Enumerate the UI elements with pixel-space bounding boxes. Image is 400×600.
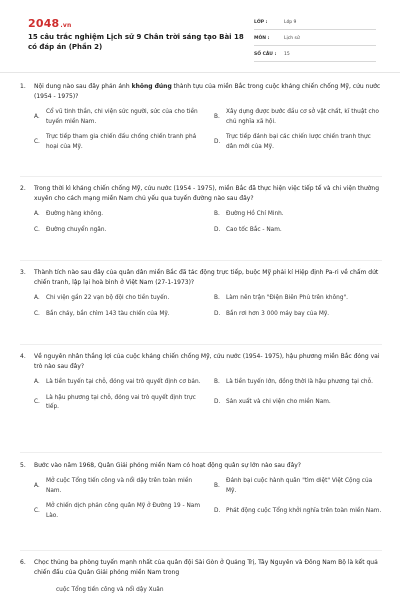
- option-b[interactable]: [214, 294, 382, 304]
- option-letter: D.: [214, 310, 221, 317]
- option-d[interactable]: [214, 133, 382, 152]
- question-6: [20, 558, 382, 596]
- question-divider: [20, 176, 382, 177]
- header-divider: [0, 72, 400, 73]
- header: [0, 0, 400, 72]
- stem-text: thành tựu của miền Bắc trong cuộc kháng chiến chống Mỹ, cứu nước (1954 - 1975)?: [34, 83, 381, 100]
- option-text: Là tiền tuyến lớn, đồng thời là hậu phương tại chỗ.: [226, 379, 373, 385]
- option-text: Sản xuất và chi viện cho miền Nam.: [226, 399, 331, 406]
- option-c[interactable]: [34, 133, 202, 152]
- meta-label: MÔN :: [254, 36, 270, 41]
- option-letter: C.: [34, 226, 40, 233]
- question-text: Trong thời kì kháng chiến chống Mỹ, cứu nước (1954 - 1975), miền Bắc đã thực hiện việc tiếp tế và chi viện thường xuyên cho cách mạng miền Nam chủ yếu qua tuyến đường nào sau đây?: [34, 185, 380, 202]
- option-letter: C.: [34, 138, 40, 145]
- question-number: 4.: [20, 353, 26, 360]
- option-letter: A.: [34, 295, 40, 301]
- question-number: 5.: [20, 462, 26, 469]
- option-a[interactable]: [34, 108, 202, 127]
- option-text: Đánh bại cuộc hành quân "tìm diệt" Việt Cộng của Mỹ.: [226, 478, 373, 494]
- question-3: [20, 268, 382, 319]
- question-number: 1.: [20, 83, 26, 90]
- options: [34, 108, 382, 152]
- document-title: 15 câu trắc nghiệm Lịch sử 9 Chân trời sáng tạo Bài 18 có đáp án (Phần 2): [28, 33, 244, 51]
- question-divider: [20, 260, 382, 261]
- meta-value: Lớp 9: [284, 20, 297, 25]
- question-stem: [20, 268, 382, 288]
- option-text: Trực tiếp tham gia chiến đấu chống chiến tranh phá hoại của Mỹ.: [46, 134, 197, 150]
- option-b[interactable]: [214, 108, 382, 127]
- option-text: cuộc Tổng tiến công và nổi dậy Xuân: [56, 587, 164, 593]
- option-text: Mở cuộc Tổng tiến công và nổi dậy trên toàn miền Nam.: [46, 478, 193, 494]
- option-text: Làm nên trận "Điện Biên Phủ trên không".: [226, 295, 349, 301]
- question-number: 6.: [20, 559, 26, 566]
- question-stem: [20, 184, 382, 204]
- logo-main: 2048: [28, 17, 60, 30]
- option-b[interactable]: [214, 210, 382, 220]
- option-c[interactable]: [34, 502, 202, 521]
- option-letter: B.: [214, 113, 220, 120]
- option-letter: D.: [214, 399, 221, 406]
- question-number: 3.: [20, 269, 26, 276]
- meta-box: [254, 16, 376, 64]
- option-letter: C.: [34, 507, 40, 514]
- meta-value: Lịch sử: [284, 36, 300, 41]
- option-letter: D.: [214, 226, 221, 233]
- meta-label: SỐ CÂU :: [254, 52, 277, 57]
- meta-row-count: [254, 48, 376, 62]
- site-logo[interactable]: [28, 17, 71, 30]
- meta-row-subject: [254, 32, 376, 46]
- option-letter: B.: [214, 211, 220, 217]
- options: [34, 378, 382, 413]
- option-letter: A.: [34, 482, 40, 489]
- option-c[interactable]: [34, 310, 202, 320]
- question-text: Thành tích nào sau đây của quân dân miền Bắc đã tác động trực tiếp, buộc Mỹ phải kí Hiệp định Pa-ri về chấm dứt chiến tranh, lập lại hoà bình ở Việt Nam (27-1-1973)?: [34, 269, 379, 286]
- option-text: Cổ vũ tinh thần, chi viện sức người, sức của cho tiền tuyến miền Nam.: [46, 109, 198, 125]
- option-letter: A.: [34, 113, 40, 120]
- option-text: Xây dựng được bước đầu cơ sở vật chất, kĩ thuật cho chủ nghĩa xã hội.: [226, 109, 379, 125]
- question-stem: [20, 461, 382, 471]
- option-text: Trực tiếp đánh bại các chiến lược chiến tranh thực dân mới của Mỹ.: [226, 134, 371, 150]
- option-text: Là hậu phương tại chỗ, đóng vai trò quyết định trực tiếp.: [46, 394, 196, 410]
- question-divider: [20, 550, 382, 551]
- meta-label: LỚP :: [254, 20, 268, 25]
- question-4: [20, 352, 382, 413]
- option-d[interactable]: [214, 502, 382, 521]
- question-stem: [20, 82, 382, 102]
- option-a[interactable]: [34, 477, 202, 496]
- question-divider: [20, 452, 382, 453]
- option-d[interactable]: [214, 394, 382, 413]
- option-text: Mở chiến dịch phản công quân Mỹ ở Đường 19 - Nam Lào.: [46, 503, 200, 519]
- option-letter: A.: [34, 379, 40, 385]
- stem-text: Nội dung nào sau đây phản ánh: [34, 83, 132, 90]
- question-2: [20, 184, 382, 235]
- option-letter: B.: [214, 379, 220, 385]
- option-b[interactable]: [214, 477, 382, 496]
- option-text: Phát động cuộc Tổng khởi nghĩa trên toàn miền Nam.: [226, 507, 382, 514]
- question-1: [20, 82, 382, 152]
- question-number: 2.: [20, 185, 26, 192]
- option-text: Đường hàng không.: [46, 211, 104, 217]
- option-text: Bắn rơi hơn 3 000 máy bay của Mỹ.: [226, 310, 330, 317]
- question-5: [20, 461, 382, 521]
- option-d[interactable]: [214, 226, 382, 236]
- option-b[interactable]: [214, 378, 382, 388]
- option-text: Đường Hồ Chí Minh.: [226, 211, 284, 217]
- question-text: Bước vào năm 1968, Quân Giải phóng miền Nam có hoạt động quân sự lớn nào sau đây?: [34, 462, 301, 469]
- option-text: Bắn cháy, bắn chìm 143 tàu chiến của Mỹ.: [46, 310, 170, 317]
- options: [34, 586, 382, 596]
- options: [34, 294, 382, 319]
- meta-row-class: [254, 16, 376, 30]
- option-a[interactable]: [34, 586, 202, 596]
- option-letter: D.: [214, 507, 221, 514]
- option-c[interactable]: [34, 394, 202, 413]
- question-stem: [20, 558, 382, 578]
- options: [34, 477, 382, 521]
- option-a[interactable]: [34, 210, 202, 220]
- question-text: Chọc thủng ba phòng tuyến mạnh nhất của quân đội Sài Gòn ở Quảng Trị, Tây Nguyên và Đông Nam Bộ là kết quả chiến đấu của Quân Giải phóng miền Nam trong: [34, 559, 378, 576]
- question-stem: [20, 352, 382, 372]
- option-text: Cao tốc Bắc - Nam.: [226, 226, 282, 233]
- option-a[interactable]: [34, 294, 202, 304]
- stem-emphasis: không đúng: [131, 83, 172, 90]
- option-d[interactable]: [214, 310, 382, 320]
- option-letter: B.: [214, 295, 220, 301]
- question-divider: [20, 344, 382, 345]
- option-letter: D.: [214, 138, 221, 145]
- question-text: Về nguyên nhân thắng lợi của cuộc kháng chiến chống Mỹ, cứu nước (1954- 1975), hậu phương miền Bắc đóng vai trò nào sau đây?: [34, 353, 380, 370]
- logo-suffix: .vn: [60, 22, 72, 29]
- option-letter: B.: [214, 482, 220, 489]
- options: [34, 210, 382, 235]
- option-text: Đường chuyển ngân.: [46, 226, 107, 233]
- option-text: Là tiền tuyến tại chỗ, đóng vai trò quyết định cơ bản.: [46, 379, 201, 385]
- option-letter: C.: [34, 310, 40, 317]
- option-letter: A.: [34, 211, 40, 217]
- option-a[interactable]: [34, 378, 202, 388]
- option-c[interactable]: [34, 226, 202, 236]
- option-letter: C.: [34, 399, 40, 406]
- question-text: [34, 82, 382, 102]
- option-text: Chi viện gần 22 vạn bộ đội cho tiền tuyến.: [46, 295, 170, 301]
- meta-value: 15: [284, 52, 290, 57]
